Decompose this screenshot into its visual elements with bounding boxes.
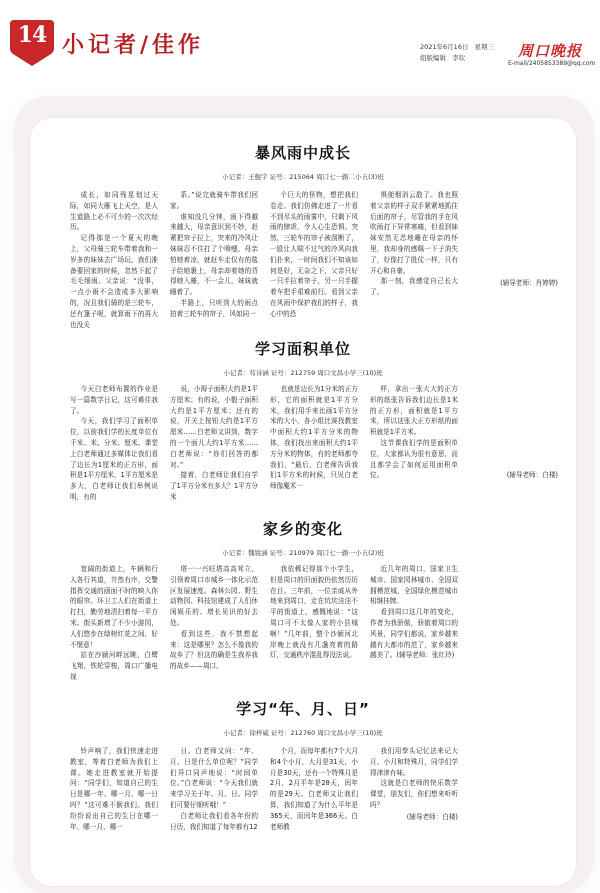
paragraph: 说，小拇子面积大约是1平方厘米；有的说，小骰子面积大约是1平方厘米；还有的说，开关上按钮大约是1平方厘米……白老师又讲到，数字的一个面儿大约1平方米……白老师说：“你们回答的都对。” bbox=[170, 385, 258, 469]
paragraph: 个月，而每年都有7个大月和4个小月，大月是31天，小月是30天，还有一个特殊月是2月，2月平年是28天，闰年的是29天。白老师又让我们算，我们知道了为什么平年是365天，而闰年是366天。白老师教 bbox=[270, 747, 358, 831]
editor-label: 组版编辑 bbox=[420, 54, 446, 62]
paragraph: 日。白老师又问：“年、月、日是什么单位呢？”同学们异口同声地说：“时间单位。”白老师说：“今天我们就来学习关于年、月、日。同学们可要仔细听哦！” bbox=[170, 747, 258, 809]
tutor-credit: (辅导老师：肖婷婷) bbox=[500, 279, 558, 287]
article-byline: 小记者：徐梓威 证号：212760 周口文昌小学三(10)班 bbox=[223, 729, 383, 737]
article-title: 暴风雨中成长 bbox=[254, 144, 351, 162]
text-column bbox=[170, 746, 258, 866]
paragraph: 宽阔的街道上，车辆和行人各行其道，井然有序，交警指挥交通的画面不时的映入你的眼帘。环卫工人们在街道上打扫，勤劳地清扫着每一平方米。街头新增了不少小游园，人们悠步在绿树红花之间，好不惬意！ bbox=[70, 565, 158, 649]
column-name: 小记者/佳作 bbox=[62, 32, 205, 58]
paragraph: 这节课我们学的是面积单位，大家都认为很有意思，而且都学会了如何运用面积单位。 bbox=[370, 438, 458, 480]
text-column bbox=[170, 564, 258, 674]
article-byline: 小记者：王舰宇 证号：215064 周口七一路二小五(3)班 bbox=[222, 173, 384, 181]
text-column bbox=[270, 746, 358, 866]
paragraph: 这就是白老师的快乐数学课堂，朋友们，你们想来听听吗？ bbox=[370, 779, 458, 809]
paragraph: 看到这些，我不禁想起来：这是哪里？怎么不像我的故乡了？但这的确是生我养我的故乡——周口。 bbox=[170, 629, 258, 671]
paragraph: 白老师让我们看各年份的日历，我们知道了每年都有12 bbox=[170, 811, 258, 831]
paragraph: 铃声响了，我们快速走进教室，等着白老师为我们上课。她走进教室就开始提问：“同学们，知道自己的生日是哪一年、哪一月、哪一日吗？”这可难不倒我们。我们纷纷说出自己的生日在哪一年、哪一月、哪一 bbox=[70, 747, 158, 831]
paragraph: 样，拿出一张大大的正方形的纸张告诉我们边长是1米的正方形，面积就是1平方米，所以这张大正方形纸的面积就是1平方米。 bbox=[370, 385, 458, 437]
paragraph: 我依稀记得那个小学生，但是周口的旧面貌仍依然历历在目。三年前，一位亲戚从外地来到周口，走在坑坑洼洼不平的街道上，感慨地说：“这周口可不太像人家的小县城啊！”几年前，整个沙颍河北岸晚上就没有几盏亮着的路灯，交通秩序混乱得没法说。 bbox=[270, 565, 358, 660]
text-column bbox=[270, 564, 358, 674]
paragraph: 站在沙颍河畔远眺，白鹭飞翔，铁轮穿梭，周口广播电视 bbox=[70, 651, 158, 681]
contact-email: E-mail/2405853389@qq.com bbox=[508, 60, 596, 67]
text-column bbox=[370, 746, 458, 866]
text-column bbox=[70, 746, 158, 866]
text-column bbox=[270, 384, 358, 492]
paragraph: 谁知没几分钟，雨下得越来越大，母亲意识到不妙，赶紧把帘子拉上，突来的冷风让妹妹忍不住打了个喷嚏，母亲怕她着凉，就赶车走仅有的毯子给她裹上，母亲却着她的背得她入睡，不一会儿，妹妹就睡着了。 bbox=[170, 212, 258, 297]
page-header bbox=[0, 0, 600, 72]
paragraph: 成长，如同残星划过天际，如同大雁飞上天空，是人生道路上必不可少的一次次经历。 bbox=[70, 191, 158, 232]
paragraph: 也就是边长为1分米的正方形，它的面积就是1平方分米，我们用手来比画1平方分米的大小，各小组比赛找教室中面积大约1平方分米的物体，我们找出来面积大约1平方分米的物体，有的老师都夸我们，“最后，白老师告诉我们1平方米的时候，只见白老师像魔术一 bbox=[270, 385, 358, 491]
article-byline: 小记者：魏锐涵 证号：210979 周口七一路一小五(2)班 bbox=[222, 549, 384, 557]
article-body bbox=[70, 384, 558, 501]
article-body bbox=[70, 746, 554, 866]
paragraph: 接着，白老师让我们自学了1平方分米有多大？1平方分米 bbox=[170, 471, 258, 501]
text-column bbox=[270, 190, 358, 316]
text-column bbox=[470, 190, 558, 316]
editor-name: 李钦 bbox=[452, 54, 466, 62]
paragraph: 半路上，只听到大的雨点拍着三轮车的帘子，风如同一 bbox=[170, 298, 258, 318]
paragraph: 系。”说完就骑车带我们回家。 bbox=[170, 191, 258, 210]
paragraph: 个巨大的怪物，想把我们卷走。我们仿佛走进了一片看不到尽头的雨雾中，只剩下风雨的肆虐，令人心生恐惧。突然，三轮车的帘子被刮断了，一股让人喘不过气的冷风向我们扑来，一时间我们不知该如何是好，无奈之下，父亲只好一只手拉着帘子，另一只手握着车把手艰难前行。看到父亲在风雨中保护我们的样子，我心中的恐 bbox=[270, 191, 358, 318]
article-body bbox=[70, 190, 558, 329]
paragraph: 我们用拳头记忆法来记大月、小月和特殊月，同学们学得津津有味。 bbox=[370, 747, 458, 777]
text-column bbox=[70, 384, 158, 501]
article-title: 学习面积单位 bbox=[254, 340, 351, 358]
article-byline: 小记者：苟诗涵 证号：212759 周口文昌小学三(10)班 bbox=[223, 369, 383, 377]
issue-info bbox=[420, 42, 494, 64]
issue-date: 2021年6月16日 bbox=[420, 43, 469, 51]
paragraph: 今天，我们学习了面积单位，以前我们学的长度单位有千米、米、分米、厘米。课堂上白老师通过多媒体让我们看了边长为1厘米的正方形，面积是1平方厘米，1平方厘米是多大，白老师让我们举例说明，有的 bbox=[70, 417, 158, 501]
text-column bbox=[370, 384, 458, 492]
text-column bbox=[70, 564, 158, 681]
text-column bbox=[70, 190, 158, 329]
tutor-credit: (辅导老师：白楼) bbox=[406, 812, 458, 821]
paragraph: 那一刻，我感觉自己长大了。 bbox=[370, 277, 458, 297]
text-column bbox=[170, 384, 258, 501]
tutor-credit: (辅导老师：白楼) bbox=[506, 471, 558, 479]
page-number: 14 bbox=[17, 22, 47, 48]
paper-logo: 周口晚报 bbox=[518, 42, 583, 60]
text-column bbox=[370, 564, 458, 674]
paragraph: 记得那是一个夏天的晚上，父母骑三轮车带着我和一岁多的妹妹去广场玩，我们准备要回家的时候，忽然下起了毛毛细雨。父亲说：“没事，一点小雨不会造成多大影响的，况且我们骑的是三轮车，还有篷子呢，就算雨下的再大也没关 bbox=[70, 234, 158, 329]
paragraph: 今天白老师布置的作业是写一篇数学日记，这可难住我了。 bbox=[70, 385, 158, 415]
paragraph: 近几年的周口，国家卫生城市、国家园林城市、全国双拥模范城，全国绿化模范城市相继挂牌。 bbox=[370, 565, 458, 606]
article-body bbox=[70, 564, 554, 681]
articles-panel bbox=[30, 118, 576, 886]
issue-weekday: 星期三 bbox=[474, 43, 495, 51]
paragraph: 塔一一兴旺塔高高耸立，引领着周口市城乡一体化示范区发展速度。森林公园、野生动物园、科技馆建成了人们休闲娱乐的、增长见识的好去处。 bbox=[170, 565, 258, 627]
text-column bbox=[470, 384, 558, 492]
paragraph: 看到周口这几年的变化，作者为我骄傲，骄傲着周口的风景，同学们都说，家乡越来越有大都市的范了，家乡越来越美了。(辅导老师：张红玲) bbox=[370, 608, 458, 660]
article-title: 家乡的变化 bbox=[262, 520, 343, 538]
text-column bbox=[170, 190, 258, 316]
text-column bbox=[370, 190, 458, 316]
article-title: 学习“年、月、日” bbox=[236, 700, 370, 718]
paragraph: 惧便烟消云散了。我也照着父亲的样子双手紧紧地抓住后面的帘子，尽管我的手在风吹雨打下异常寒痛，但看到妹妹安然无恙地睡在母亲的怀里，我却身的感佩一下子消失了，好像打了胜仗一样，只有开心和自豪。 bbox=[370, 191, 458, 275]
